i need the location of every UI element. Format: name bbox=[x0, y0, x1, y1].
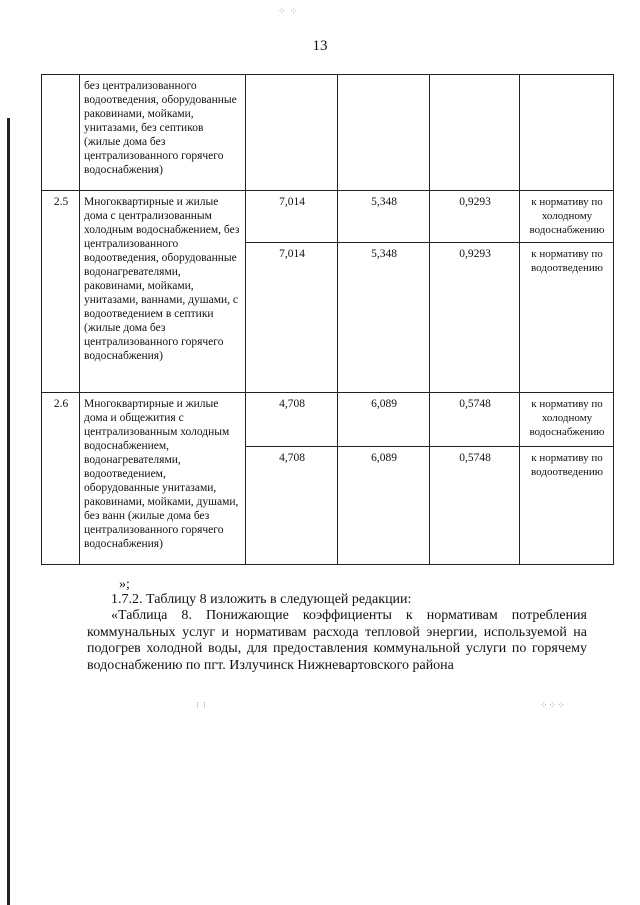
table-row bbox=[42, 393, 614, 447]
note-cell: к нормативу по водоотведению bbox=[520, 447, 614, 565]
row-number: 2.6 bbox=[42, 393, 80, 565]
value-cell: 4,708 bbox=[246, 447, 338, 565]
coefficients-table bbox=[41, 74, 614, 565]
value-cell bbox=[338, 75, 430, 191]
row-description: Многоквартирные и жилые дома и общежития с централизованным холодным водоснабжением, водонагревателями, водоотведением, оборудованные унитазами, раковинами, мойками, душами, без ванн (жилые дома без централизованного горячего водоснабжения) bbox=[80, 393, 246, 565]
value-cell: 5,348 bbox=[338, 191, 430, 243]
table-row bbox=[42, 75, 614, 191]
value-cell: 6,089 bbox=[338, 447, 430, 565]
value-cell bbox=[430, 75, 520, 191]
note-cell: к нормативу по холодному водоснабжению bbox=[520, 393, 614, 447]
row-number: 2.5 bbox=[42, 191, 80, 393]
scan-noise: ⁘ ⁘ bbox=[278, 6, 299, 16]
note-cell: к нормативу по холодному водоснабжению bbox=[520, 191, 614, 243]
value-cell: 6,089 bbox=[338, 393, 430, 447]
table-row bbox=[42, 191, 614, 243]
binding-edge-mark bbox=[7, 118, 10, 905]
note-cell bbox=[520, 75, 614, 191]
note-cell: к нормативу по водоотведению bbox=[520, 243, 614, 393]
paragraph-text: «Таблица 8. Понижающие коэффициенты к нормативам потребления коммунальных услуг и нормативам расхода тепловой энергии, используемой на подогрев холодной воды, для предоставления коммунальной услуги по горячему водоснабжению по пгт. Излучинск Нижневартовского района bbox=[87, 608, 587, 673]
value-cell: 0,9293 bbox=[430, 191, 520, 243]
value-cell: 0,5748 bbox=[430, 393, 520, 447]
row-description: Многоквартирные и жилые дома с централизованным холодным водоснабжением, без централизованного водоотведения, оборудованные водонагревателями, раковинами, мойками, унитазами, ваннами, душами, с водоотведением в септики (жилые дома без централизованного горячего водоснабжения) bbox=[80, 191, 246, 393]
value-cell: 4,708 bbox=[246, 393, 338, 447]
row-number bbox=[42, 75, 80, 191]
value-cell: 5,348 bbox=[338, 243, 430, 393]
closing-quote: »; bbox=[119, 577, 130, 592]
table-8-intro-paragraph bbox=[87, 608, 587, 674]
value-cell: 0,9293 bbox=[430, 243, 520, 393]
value-cell: 0,5748 bbox=[430, 447, 520, 565]
value-cell: 7,014 bbox=[246, 243, 338, 393]
row-description: без централизованного водоотведения, оборудованные раковинами, мойками, унитазами, без септиков (жилые дома без централизованного горячего водоснабжения) bbox=[80, 75, 246, 191]
scan-noise: ⁘⁘⁘ bbox=[540, 700, 566, 710]
value-cell: 7,014 bbox=[246, 191, 338, 243]
subsection-heading: 1.7.2. Таблицу 8 изложить в следующей редакции: bbox=[111, 592, 412, 607]
value-cell bbox=[246, 75, 338, 191]
page-number: 13 bbox=[312, 38, 328, 54]
scan-noise: ⁝ ⁝ bbox=[196, 700, 207, 710]
